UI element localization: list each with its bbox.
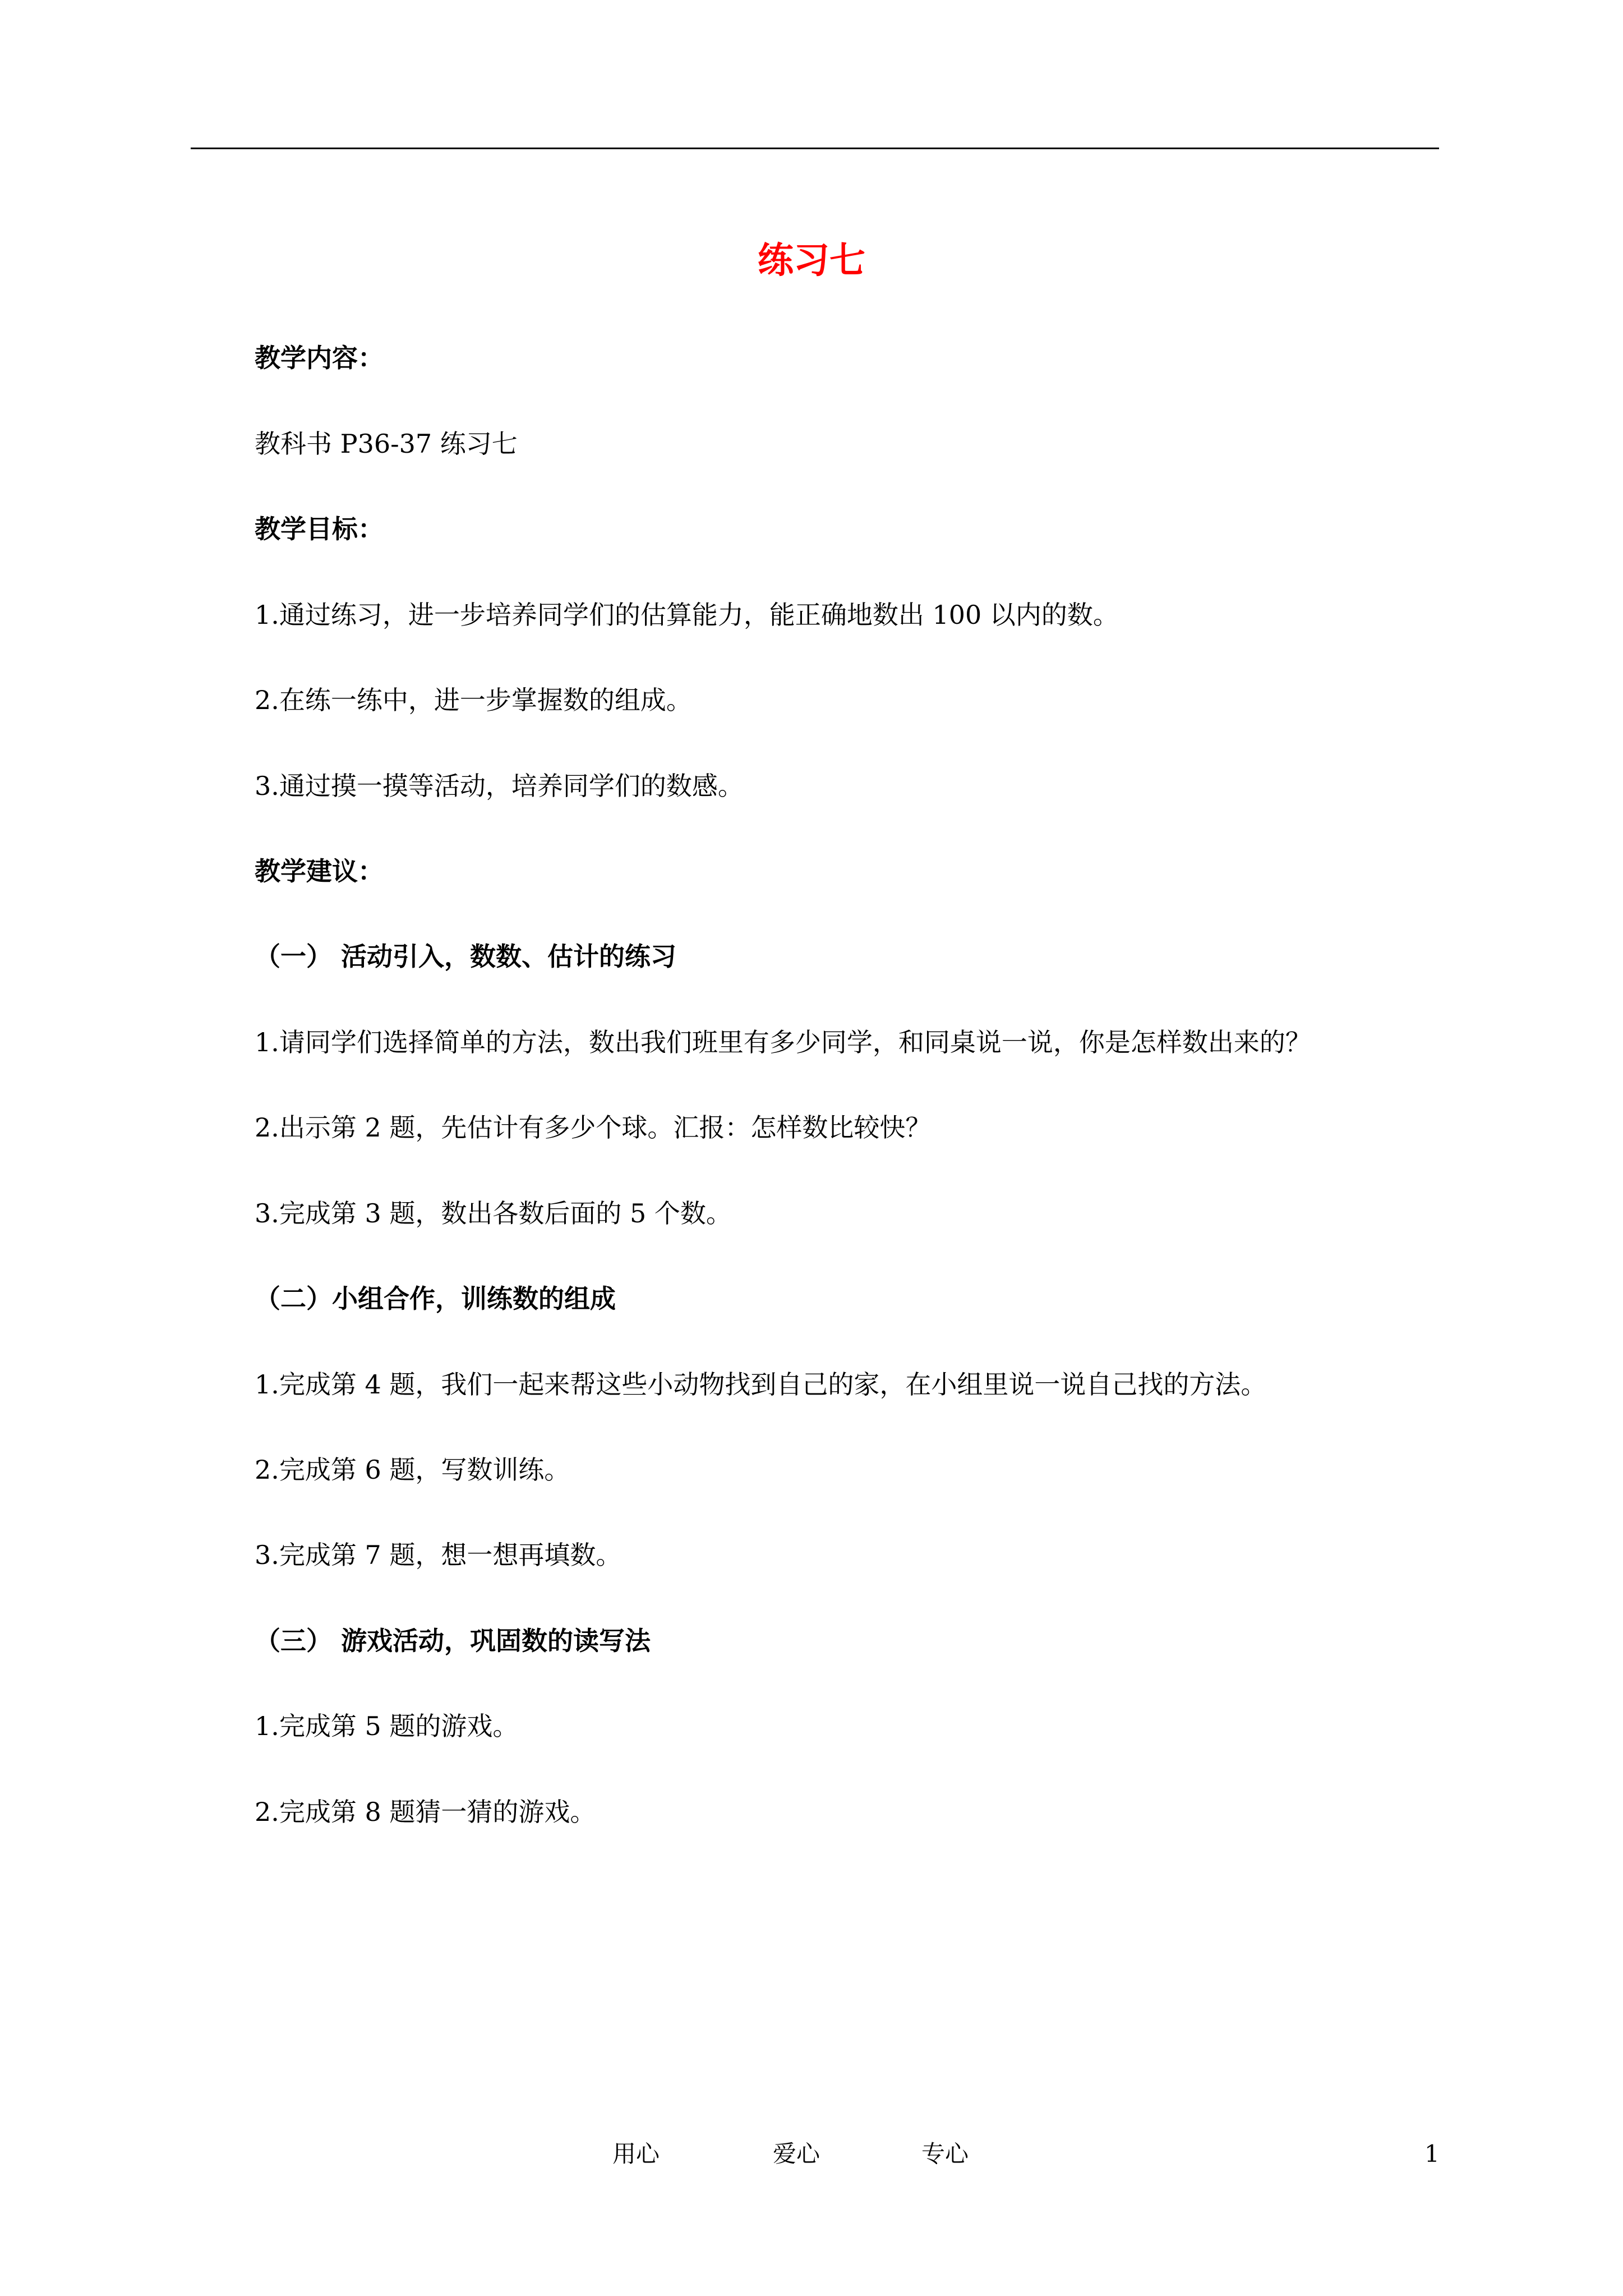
part3-item-1: 1.完成第 5 题的游戏。: [255, 1711, 519, 1741]
part1-item-2: 2.出示第 2 题，先估计有多少个球。汇报：怎样数比较快？: [255, 1112, 932, 1143]
footer-word-3: 专心: [921, 2140, 969, 2168]
part3-item-2: 2.完成第 8 题猜一猜的游戏。: [255, 1797, 596, 1827]
subheading-part-1: （一） 活动引入，数数、估计的练习: [255, 941, 677, 972]
footer-word-1: 用心: [612, 2140, 660, 2168]
goal-item-3: 3.通过摸一摸等活动，培养同学们的数感。: [255, 771, 744, 801]
subheading-part-2: （二）小组合作，训练数的组成: [255, 1283, 616, 1314]
header-rule: [191, 148, 1439, 149]
part2-item-2: 2.完成第 6 题，写数训练。: [255, 1455, 570, 1485]
section-heading-goals: 教学目标：: [255, 514, 384, 544]
paragraph-textbook-ref: 教科书 P36-37 练习七: [255, 429, 518, 459]
page-title: 练习七: [758, 240, 865, 282]
goal-item-1: 1.通过练习，进一步培养同学们的估算能力，能正确地数出 100 以内的数。: [255, 600, 1119, 630]
part2-item-3: 3.完成第 7 题，想一想再填数。: [255, 1540, 622, 1570]
goal-item-2: 2.在练一练中，进一步掌握数的组成。: [255, 685, 692, 715]
part1-item-3: 3.完成第 3 题，数出各数后面的 5 个数。: [255, 1198, 732, 1228]
part1-item-1: 1.请同学们选择简单的方法，数出我们班里有多少同学，和同桌说一说，你是怎样数出来的？: [255, 1027, 1311, 1057]
part2-item-1: 1.完成第 4 题，我们一起来帮这些小动物找到自己的家，在小组里说一说自己找的方法。: [255, 1369, 1267, 1400]
section-heading-suggestions: 教学建议：: [255, 856, 384, 886]
page-number: 1: [1424, 2140, 1440, 2168]
subheading-part-3: （三） 游戏活动，巩固数的读写法: [255, 1626, 651, 1656]
footer-word-2: 爱心: [773, 2140, 820, 2168]
section-heading-content: 教学内容：: [255, 343, 384, 373]
